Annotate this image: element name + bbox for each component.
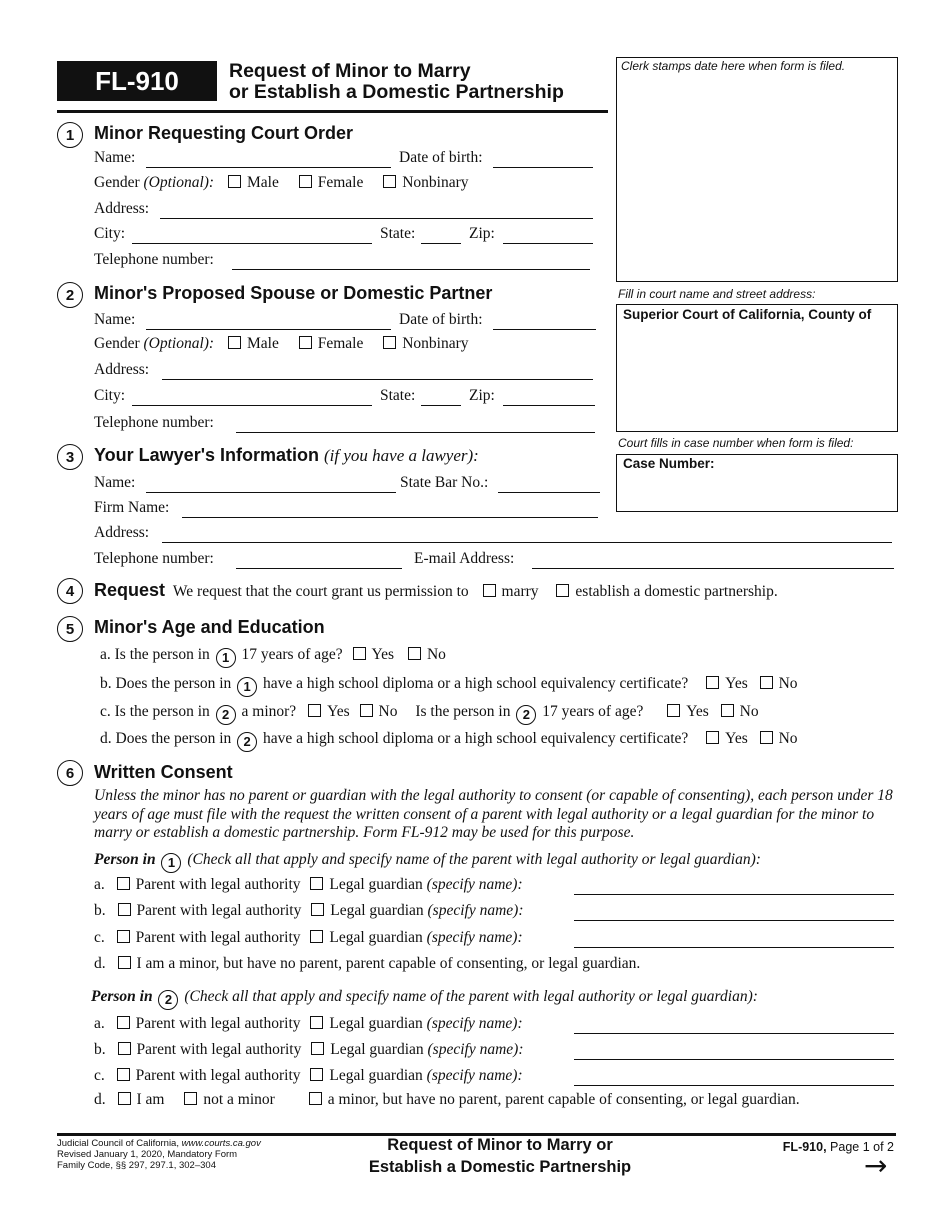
s1-address-label: Address: — [94, 200, 150, 217]
p2-a-specify: (specify name): — [426, 1015, 523, 1032]
s5-b-no-checkbox[interactable] — [760, 676, 773, 689]
p1-c-parent-label: Parent with legal authority — [135, 929, 301, 946]
s5-a-yes-checkbox[interactable] — [353, 647, 366, 660]
s2-state-field[interactable] — [421, 405, 461, 406]
p1-row-b — [94, 902, 523, 920]
section-3-subtitle: (if you have a lawyer): — [324, 446, 479, 465]
section-3-title — [94, 445, 479, 466]
clerk-stamp-label: Clerk stamps date here when form is filed. — [621, 59, 846, 73]
section-3-number: 3 — [57, 444, 83, 470]
p2-person-in: Person in — [91, 988, 153, 1005]
s5-d-ref-2: 2 — [237, 732, 257, 752]
clerk-stamp-box — [616, 57, 898, 282]
s5-a-prefix: a. Is the person in — [100, 646, 210, 663]
p2-c-letter: c. — [94, 1067, 105, 1084]
p1-a-letter: a. — [94, 876, 105, 893]
s2-telephone-field[interactable] — [236, 432, 595, 433]
p1-instructions: (Check all that apply and specify name of the parent with legal authority or legal guardian): — [187, 851, 761, 868]
s2-dob-label: Date of birth: — [399, 311, 483, 328]
s2-zip-field[interactable] — [503, 405, 595, 406]
p1-d-letter: d. — [94, 955, 106, 972]
s3-firm-name-label: Firm Name: — [94, 499, 170, 516]
p2-a-parent-checkbox[interactable] — [117, 1016, 130, 1029]
s1-male-checkbox[interactable] — [228, 175, 241, 188]
p2-b-letter: b. — [94, 1041, 106, 1058]
s2-city-label: City: — [94, 387, 126, 404]
s2-city-field[interactable] — [132, 405, 372, 406]
s5-d-no-label: No — [778, 730, 798, 747]
p2-b-name-field[interactable] — [574, 1059, 894, 1060]
p2-d-minor-no-parent-label: a minor, but have no parent, parent capable of consenting, or legal guardian. — [327, 1091, 800, 1108]
s3-state-bar-label: State Bar No.: — [400, 474, 489, 491]
p2-d-not-minor-checkbox[interactable] — [184, 1092, 197, 1105]
s5-d-prefix: d. Does the person in — [100, 730, 232, 747]
s1-dob-label: Date of birth: — [399, 149, 483, 166]
s2-address-label: Address: — [94, 361, 150, 378]
p2-c-parent-label: Parent with legal authority — [135, 1067, 301, 1084]
s2-nonbinary-label: Nonbinary — [402, 335, 469, 352]
s2-male-label: Male — [246, 335, 279, 352]
s1-female-checkbox[interactable] — [299, 175, 312, 188]
s3-telephone-field[interactable] — [236, 568, 402, 569]
s3-email-label: E-mail Address: — [414, 550, 515, 567]
s1-zip-field[interactable] — [503, 243, 593, 244]
case-number-box[interactable] — [616, 454, 898, 512]
p1-c-letter: c. — [94, 929, 105, 946]
section-5-title: Minor's Age and Education — [94, 617, 325, 637]
footer-url: www.courts.ca.gov — [181, 1138, 261, 1149]
s5-item-b — [100, 675, 798, 697]
case-number-note: Court fills in case number when form is filed: — [618, 436, 854, 450]
p1-d-checkbox[interactable] — [118, 956, 131, 969]
p1-c-guardian-checkbox[interactable] — [310, 930, 323, 943]
s1-gender-row — [94, 174, 469, 192]
p2-a-guardian-checkbox[interactable] — [310, 1016, 323, 1029]
s2-zip-label: Zip: — [469, 387, 495, 404]
s1-telephone-field[interactable] — [232, 269, 590, 270]
s2-nonbinary-checkbox[interactable] — [383, 336, 396, 349]
s5-a-no-label: No — [426, 646, 446, 663]
s1-zip-label: Zip: — [469, 225, 495, 242]
p1-a-specify: (specify name): — [426, 876, 523, 893]
s1-name-field[interactable] — [146, 167, 391, 168]
s5-b-prefix: b. Does the person in — [100, 675, 232, 692]
s1-male-label: Male — [246, 174, 279, 191]
footer-family-code: Family Code, §§ 297, 297.1, 302–304 — [57, 1160, 216, 1171]
s4-marry-label: marry — [501, 583, 539, 600]
p2-d-letter: d. — [94, 1091, 106, 1108]
s3-email-field[interactable] — [532, 568, 894, 569]
s5-c2-no-label: No — [739, 703, 759, 720]
s2-male-checkbox[interactable] — [228, 336, 241, 349]
s5-c2-yes-checkbox[interactable] — [667, 704, 680, 717]
form-title — [229, 61, 564, 103]
p2-a-name-field[interactable] — [574, 1033, 894, 1034]
s5-a-ref-1: 1 — [216, 648, 236, 668]
section-3-title-text: Your Lawyer's Information — [94, 445, 319, 465]
p2-a-guardian-label: Legal guardian — [329, 1015, 423, 1032]
s5-a-no-checkbox[interactable] — [408, 647, 421, 660]
p2-c-name-field[interactable] — [574, 1085, 894, 1086]
p2-b-parent-checkbox[interactable] — [118, 1042, 131, 1055]
court-name-box[interactable] — [616, 304, 898, 432]
s4-domestic-partnership-label: establish a domestic partnership. — [575, 583, 778, 600]
s1-telephone-label: Telephone number: — [94, 251, 214, 268]
s5-c2-suffix: 17 years of age? — [542, 703, 644, 720]
p1-b-guardian-checkbox[interactable] — [311, 903, 324, 916]
p1-a-name-field[interactable] — [574, 894, 894, 895]
p1-a-guardian-label: Legal guardian — [329, 876, 423, 893]
p1-b-parent-label: Parent with legal authority — [136, 902, 302, 919]
p1-c-specify: (specify name): — [426, 929, 523, 946]
s5-b-yes-label: Yes — [725, 675, 748, 692]
s1-gender-optional: (Optional): — [143, 174, 215, 191]
s1-name-label: Name: — [94, 149, 136, 166]
p2-b-specify: (specify name): — [427, 1041, 524, 1058]
p2-row-b — [94, 1041, 523, 1059]
section-4-title: Request — [94, 580, 166, 600]
s5-b-no-label: No — [778, 675, 798, 692]
s1-nonbinary-checkbox[interactable] — [383, 175, 396, 188]
court-name-note: Fill in court name and street address: — [618, 287, 816, 301]
p1-b-letter: b. — [94, 902, 106, 919]
p1-b-parent-checkbox[interactable] — [118, 903, 131, 916]
p1-c-guardian-label: Legal guardian — [329, 929, 423, 946]
s3-telephone-label: Telephone number: — [94, 550, 214, 567]
s3-address-field[interactable] — [162, 542, 892, 543]
p1-c-parent-checkbox[interactable] — [117, 930, 130, 943]
s3-state-bar-field[interactable] — [498, 492, 600, 493]
s1-female-label: Female — [317, 174, 364, 191]
s5-d-no-checkbox[interactable] — [760, 731, 773, 744]
s2-dob-field[interactable] — [493, 329, 596, 330]
s5-b-yes-checkbox[interactable] — [706, 676, 719, 689]
s2-gender-optional: (Optional): — [143, 335, 215, 352]
s5-item-c — [100, 703, 759, 725]
form-id: FL-910 — [57, 61, 217, 101]
s1-city-label: City: — [94, 225, 126, 242]
s2-female-checkbox[interactable] — [299, 336, 312, 349]
s5-d-yes-checkbox[interactable] — [706, 731, 719, 744]
s5-c-mid: a minor? — [241, 703, 297, 720]
footer-form-id: FL-910, — [782, 1140, 827, 1154]
p1-c-name-field[interactable] — [574, 947, 894, 948]
footer-page-number: Page 1 of 2 — [830, 1140, 894, 1154]
section-4-row — [94, 580, 778, 601]
s1-nonbinary-label: Nonbinary — [402, 174, 469, 191]
s2-state-label: State: — [380, 387, 416, 404]
section-4-text: We request that the court grant us permission to — [172, 583, 469, 600]
footer-title-line2: Establish a Domestic Partnership — [368, 1158, 632, 1176]
p1-heading — [94, 851, 761, 873]
section-6-number: 6 — [57, 760, 83, 786]
p2-a-letter: a. — [94, 1015, 105, 1032]
s5-item-a — [100, 646, 446, 668]
next-page-arrow-icon: → — [864, 1149, 888, 1182]
p2-b-parent-label: Parent with legal authority — [136, 1041, 302, 1058]
p1-ref-1: 1 — [161, 853, 181, 873]
p2-c-specify: (specify name): — [426, 1067, 523, 1084]
s5-b-suffix: have a high school diploma or a high school equivalency certificate? — [263, 675, 689, 692]
s5-c-ref-2: 2 — [216, 705, 236, 725]
p2-d-not-minor-label: not a minor — [203, 1091, 275, 1108]
s5-c-no-label: No — [378, 703, 398, 720]
s5-c-no-checkbox[interactable] — [360, 704, 373, 717]
p1-d-label: I am a minor, but have no parent, parent capable of consenting, or legal guardian. — [136, 955, 641, 972]
s3-name-label: Name: — [94, 474, 136, 491]
s5-a-suffix: 17 years of age? — [241, 646, 343, 663]
p1-a-guardian-checkbox[interactable] — [310, 877, 323, 890]
consent-paragraph: Unless the minor has no parent or guardian with the legal authority to consent (or capable of consenting), each person under 18 years of age must file with the request the written consent of a parent with legal authority or a legal guardian for the minor to marry or establish a domestic partnership. Form FL-912 may be used for this purpose. — [94, 787, 893, 841]
s5-d-yes-label: Yes — [725, 730, 748, 747]
p1-row-d — [94, 955, 640, 973]
s5-c-prefix: c. Is the person in — [100, 703, 210, 720]
s5-b-ref-1: 1 — [237, 677, 257, 697]
s3-address-label: Address: — [94, 524, 150, 541]
p2-ref-2: 2 — [158, 990, 178, 1010]
footer-left — [57, 1138, 261, 1171]
p1-b-guardian-label: Legal guardian — [330, 902, 424, 919]
footer-title — [330, 1134, 670, 1178]
p1-row-a — [94, 876, 523, 894]
s4-marry-checkbox[interactable] — [483, 584, 496, 597]
footer-council: Judicial Council of California, — [57, 1138, 179, 1149]
s1-state-label: State: — [380, 225, 416, 242]
s2-address-field[interactable] — [162, 379, 593, 380]
s5-c-yes-checkbox[interactable] — [308, 704, 321, 717]
s3-firm-name-field[interactable] — [182, 517, 598, 518]
p1-b-specify: (specify name): — [427, 902, 524, 919]
s5-c2-ref-2: 2 — [516, 705, 536, 725]
s2-gender-row — [94, 335, 469, 353]
s5-item-d — [100, 730, 798, 752]
p2-d-i-am-checkbox[interactable] — [118, 1092, 131, 1105]
form-title-line1: Request of Minor to Marry — [229, 60, 471, 82]
s5-c2-prefix: Is the person in — [415, 703, 511, 720]
p1-b-name-field[interactable] — [574, 920, 894, 921]
p2-d-i-am-label: I am — [136, 1091, 165, 1108]
p1-row-c — [94, 929, 523, 947]
case-number-label: Case Number: — [623, 456, 715, 471]
header-rule — [57, 110, 608, 113]
section-2-number: 2 — [57, 282, 83, 308]
court-name-label: Superior Court of California, County of — [623, 307, 872, 322]
s1-dob-field[interactable] — [493, 167, 593, 168]
p2-b-guardian-checkbox[interactable] — [311, 1042, 324, 1055]
s3-name-field[interactable] — [146, 492, 396, 493]
s5-c-yes-label: Yes — [327, 703, 350, 720]
footer-title-line1: Request of Minor to Marry or — [387, 1136, 613, 1154]
section-6-title: Written Consent — [94, 762, 233, 782]
p1-a-parent-checkbox[interactable] — [117, 877, 130, 890]
section-1-number: 1 — [57, 122, 83, 148]
p1-a-parent-label: Parent with legal authority — [135, 876, 301, 893]
s4-domestic-partnership-checkbox[interactable] — [556, 584, 569, 597]
p2-row-c — [94, 1067, 523, 1085]
footer-revised: Revised January 1, 2020, Mandatory Form — [57, 1149, 238, 1160]
section-5-number: 5 — [57, 616, 83, 642]
s5-c2-yes-label: Yes — [686, 703, 709, 720]
p2-row-d — [94, 1091, 800, 1109]
s5-c2-no-checkbox[interactable] — [721, 704, 734, 717]
p2-a-parent-label: Parent with legal authority — [135, 1015, 301, 1032]
p2-heading — [91, 988, 758, 1010]
form-title-line2: or Establish a Domestic Partnership — [229, 81, 564, 103]
s5-a-yes-label: Yes — [371, 646, 395, 663]
p2-row-a — [94, 1015, 523, 1033]
s1-address-field[interactable] — [160, 218, 593, 219]
s2-name-field[interactable] — [146, 329, 391, 330]
p2-c-guardian-label: Legal guardian — [329, 1067, 423, 1084]
s2-name-label: Name: — [94, 311, 136, 328]
s2-gender-label: Gender — [94, 335, 140, 352]
s1-city-field[interactable] — [132, 243, 372, 244]
s5-d-suffix: have a high school diploma or a high school equivalency certificate? — [263, 730, 689, 747]
s1-state-field[interactable] — [421, 243, 461, 244]
section-4-number: 4 — [57, 578, 83, 604]
p2-instructions: (Check all that apply and specify name of the parent with legal authority or legal guardian): — [184, 988, 758, 1005]
p1-person-in: Person in — [94, 851, 156, 868]
s2-telephone-label: Telephone number: — [94, 414, 214, 431]
section-1-title: Minor Requesting Court Order — [94, 123, 354, 143]
s2-female-label: Female — [317, 335, 364, 352]
p2-b-guardian-label: Legal guardian — [330, 1041, 424, 1058]
s1-gender-label: Gender — [94, 174, 140, 191]
p2-c-guardian-checkbox[interactable] — [310, 1068, 323, 1081]
section-2-title: Minor's Proposed Spouse or Domestic Partner — [94, 283, 493, 303]
p2-c-parent-checkbox[interactable] — [117, 1068, 130, 1081]
p2-d-minor-no-parent-checkbox[interactable] — [309, 1092, 322, 1105]
